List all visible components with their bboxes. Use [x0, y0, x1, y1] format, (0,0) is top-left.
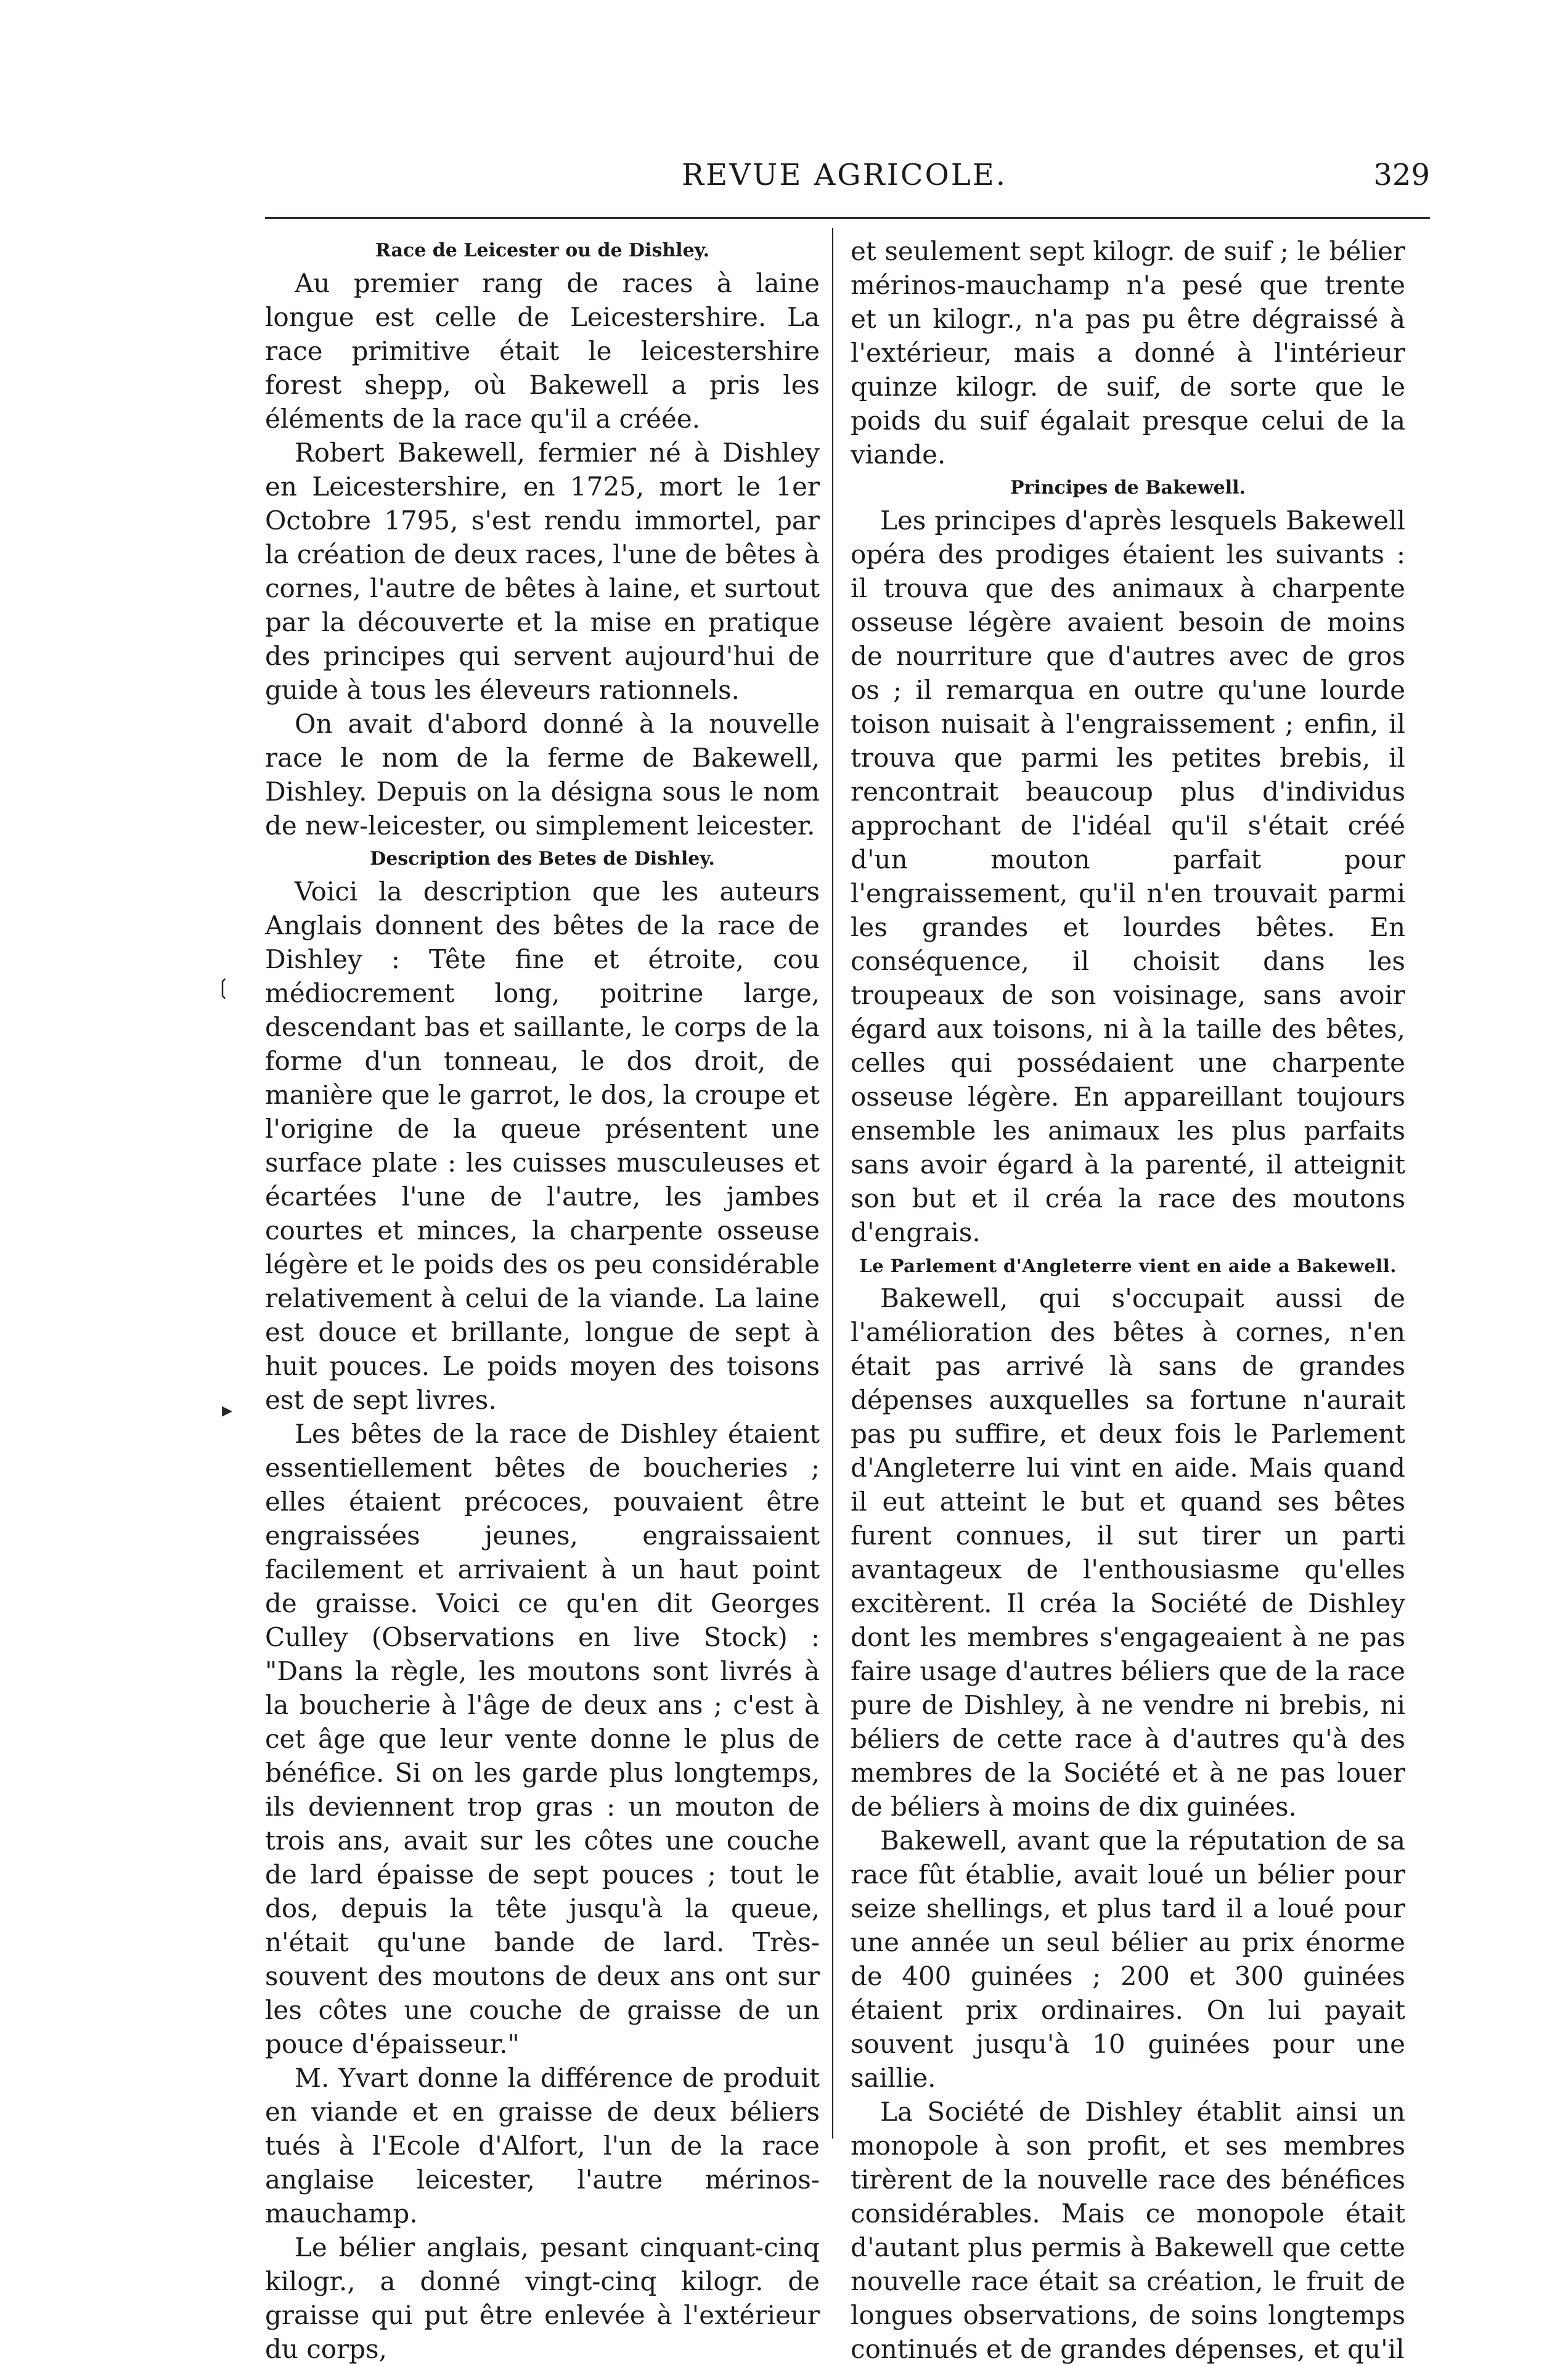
left-column	[265, 234, 820, 2364]
paragraph: Le bélier anglais, pesant cinquant-cinq kilogr., a donné vingt-cinq kilogr. de graisse qui put être enlevée à l'extérieur du corps,	[265, 2232, 820, 2364]
paragraph: Bakewell, avant que la réputation de sa race fût établie, avait loué un bélier pour seize shellings, et plus tard il a loué pour une année un seul bélier au prix énorme de 400 guinées ; 200 et 300 guinées étaient prix ordinaires. On lui payait souvent jusqu'à 10 guinées pour une saillie.	[851, 1825, 1405, 2093]
page-number: 329	[1373, 158, 1430, 192]
section-heading: Principes de Bakewell.	[1010, 477, 1246, 499]
paragraph: M. Yvart donne la différence de produit en viande et en graisse de deux béliers tués à l'Ecole d'Alfort, l'un de la race anglaise leicester, l'autre mérinos-mauchamp.	[265, 2063, 820, 2229]
paragraph: Les principes d'après lesquels Bakewell opéra des prodiges étaient les suivants : il trouva que des animaux à charpente osseuse légère avaient besoin de moins de nourriture que d'autres avec de gros os ; il remarqua en outre qu'une lourde toison nuisait à l'engraissement ; enfin, il trouva que parmi les petites brebis, il rencontrait beaucoup plus d'individus approchant de l'idéal qu'il s'était créé d'un mouton parfait pour l'engraissement, qu'il n'en trouvait parmi les grandes et lourdes bêtes. En conséquence, il choisit dans les troupeaux de son voisinage, sans avoir égard aux toisons, ni à la taille des bêtes, celles qui possédaient une charpente osseuse légère. En appareillant toujours ensemble les animaux les plus parfaits sans avoir égard à la parenté, il atteignit son but et il créa la race des moutons d'engrais.	[851, 505, 1405, 1247]
margin-mark: ▸	[222, 1398, 233, 1422]
section-heading: Le Parlement d'Angleterre vient en aide a Bakewell.	[859, 1255, 1397, 1276]
section-heading: Description des Betes de Dishley.	[370, 848, 715, 870]
paragraph: et seulement sept kilogr. de suif ; le bélier mérinos-mauchamp n'a pesé que trente et un kilogr., n'a pas pu être dégraissé à l'extérieur, mais a donné à l'intérieur quinze kilogr. de suif, de sorte que le poids du suif égalait presque celui de la viande.	[851, 236, 1405, 470]
right-column	[851, 234, 1405, 2364]
paragraph: Voici la description que les auteurs Anglais donnent des bêtes de la race de Dishley : Tête fine et étroite, cou médiocrement long, poitrine large, descendant bas et saillante, le corps de la forme d'un tonneau, le dos droit, de manière que le garrot, le dos, la croupe et l'origine de la queue présentent une surface plate : les cuisses musculeuses et écartées l'une de l'autre, les jambes courtes et minces, la charpente osseuse légère et le poids des os peu considérable relativement à celui de la viande. La laine est douce et brillante, longue de sept à huit pouces. Le poids moyen des toisons est de sept livres.	[265, 876, 820, 1415]
page-header	[259, 152, 1430, 207]
paragraph: Au premier rang de races à laine longue est celle de Leicestershire. La race primitive était le leicestershire forest shepp, où Bakewell a pris les éléments de la race qu'il a créée.	[265, 268, 820, 434]
running-title: REVUE AGRICOLE.	[682, 158, 1007, 192]
section-heading: Race de Leicester ou de Dishley.	[375, 240, 710, 261]
column-divider	[832, 228, 833, 2139]
paragraph: Les bêtes de la race de Dishley étaient essentiellement bêtes de boucheries ; elles étaient précoces, pouvaient être engraissées jeunes, engraissaient facilement et arrivaient à un haut point de graisse. Voici ce qu'en dit Georges Culley (Observations en live Stock) : "Dans la règle, les moutons sont livrés à la boucherie à l'âge de deux ans ; c'est à cet âge que leur vente donne le plus de bénéfice. Si on les garde plus longtemps, ils deviennent trop gras : un mouton de trois ans, avait sur les côtes une couche de lard épaisse de sept pouces ; tout le dos, depuis la tête jusqu'à la queue, n'était qu'une bande de lard. Très-souvent des moutons de deux ans ont sur les côtes une couche de graisse de un pouce d'épaisseur."	[265, 1419, 820, 2059]
header-rule	[265, 217, 1430, 219]
margin-mark: ❲	[214, 975, 232, 1000]
paragraph: La Société de Dishley établit ainsi un monopole à son profit, et ses membres tirèrent de la nouvelle race des bénéfices considérables. Mais ce monopole était d'autant plus permis à Bakewell que cette nouvelle race était sa création, le fruit de longues observations, de soins longtemps continués et de grandes dépenses, et qu'il	[851, 2097, 1405, 2364]
paragraph: Bakewell, qui s'occupait aussi de l'amélioration des bêtes à cornes, n'en était pas arrivé là sans de grandes dépenses auxquelles sa fortune n'aurait pas pu suffire, et deux fois le Parlement d'Angleterre lui vint en aide. Mais quand il eut atteint le but et quand ses bêtes furent connues, il sut tirer un parti avantageux de l'enthousiasme qu'elles excitèrent. Il créa la Société de Dishley dont les membres s'engageaient à ne pas faire usage d'autres béliers que de la race pure de Dishley, à ne vendre ni brebis, ni béliers de cette race à d'autres qu'à des membres de la Société et à ne pas louer de béliers à moins de dix guinées.	[851, 1283, 1405, 1822]
paragraph: Robert Bakewell, fermier né à Dishley en Leicestershire, en 1725, mort le 1er Octobre 1795, s'est rendu immortel, par la création de deux races, l'une de bêtes à cornes, l'autre de bêtes à laine, et surtout par la découverte et la mise en pratique des principes qui servent aujourd'hui de guide à tous les éleveurs rationnels.	[265, 438, 820, 705]
paragraph: On avait d'abord donné à la nouvelle race le nom de la ferme de Bakewell, Dishley. Depuis on la désigna sous le nom de new-leicester, ou simplement leicester.	[265, 709, 820, 841]
